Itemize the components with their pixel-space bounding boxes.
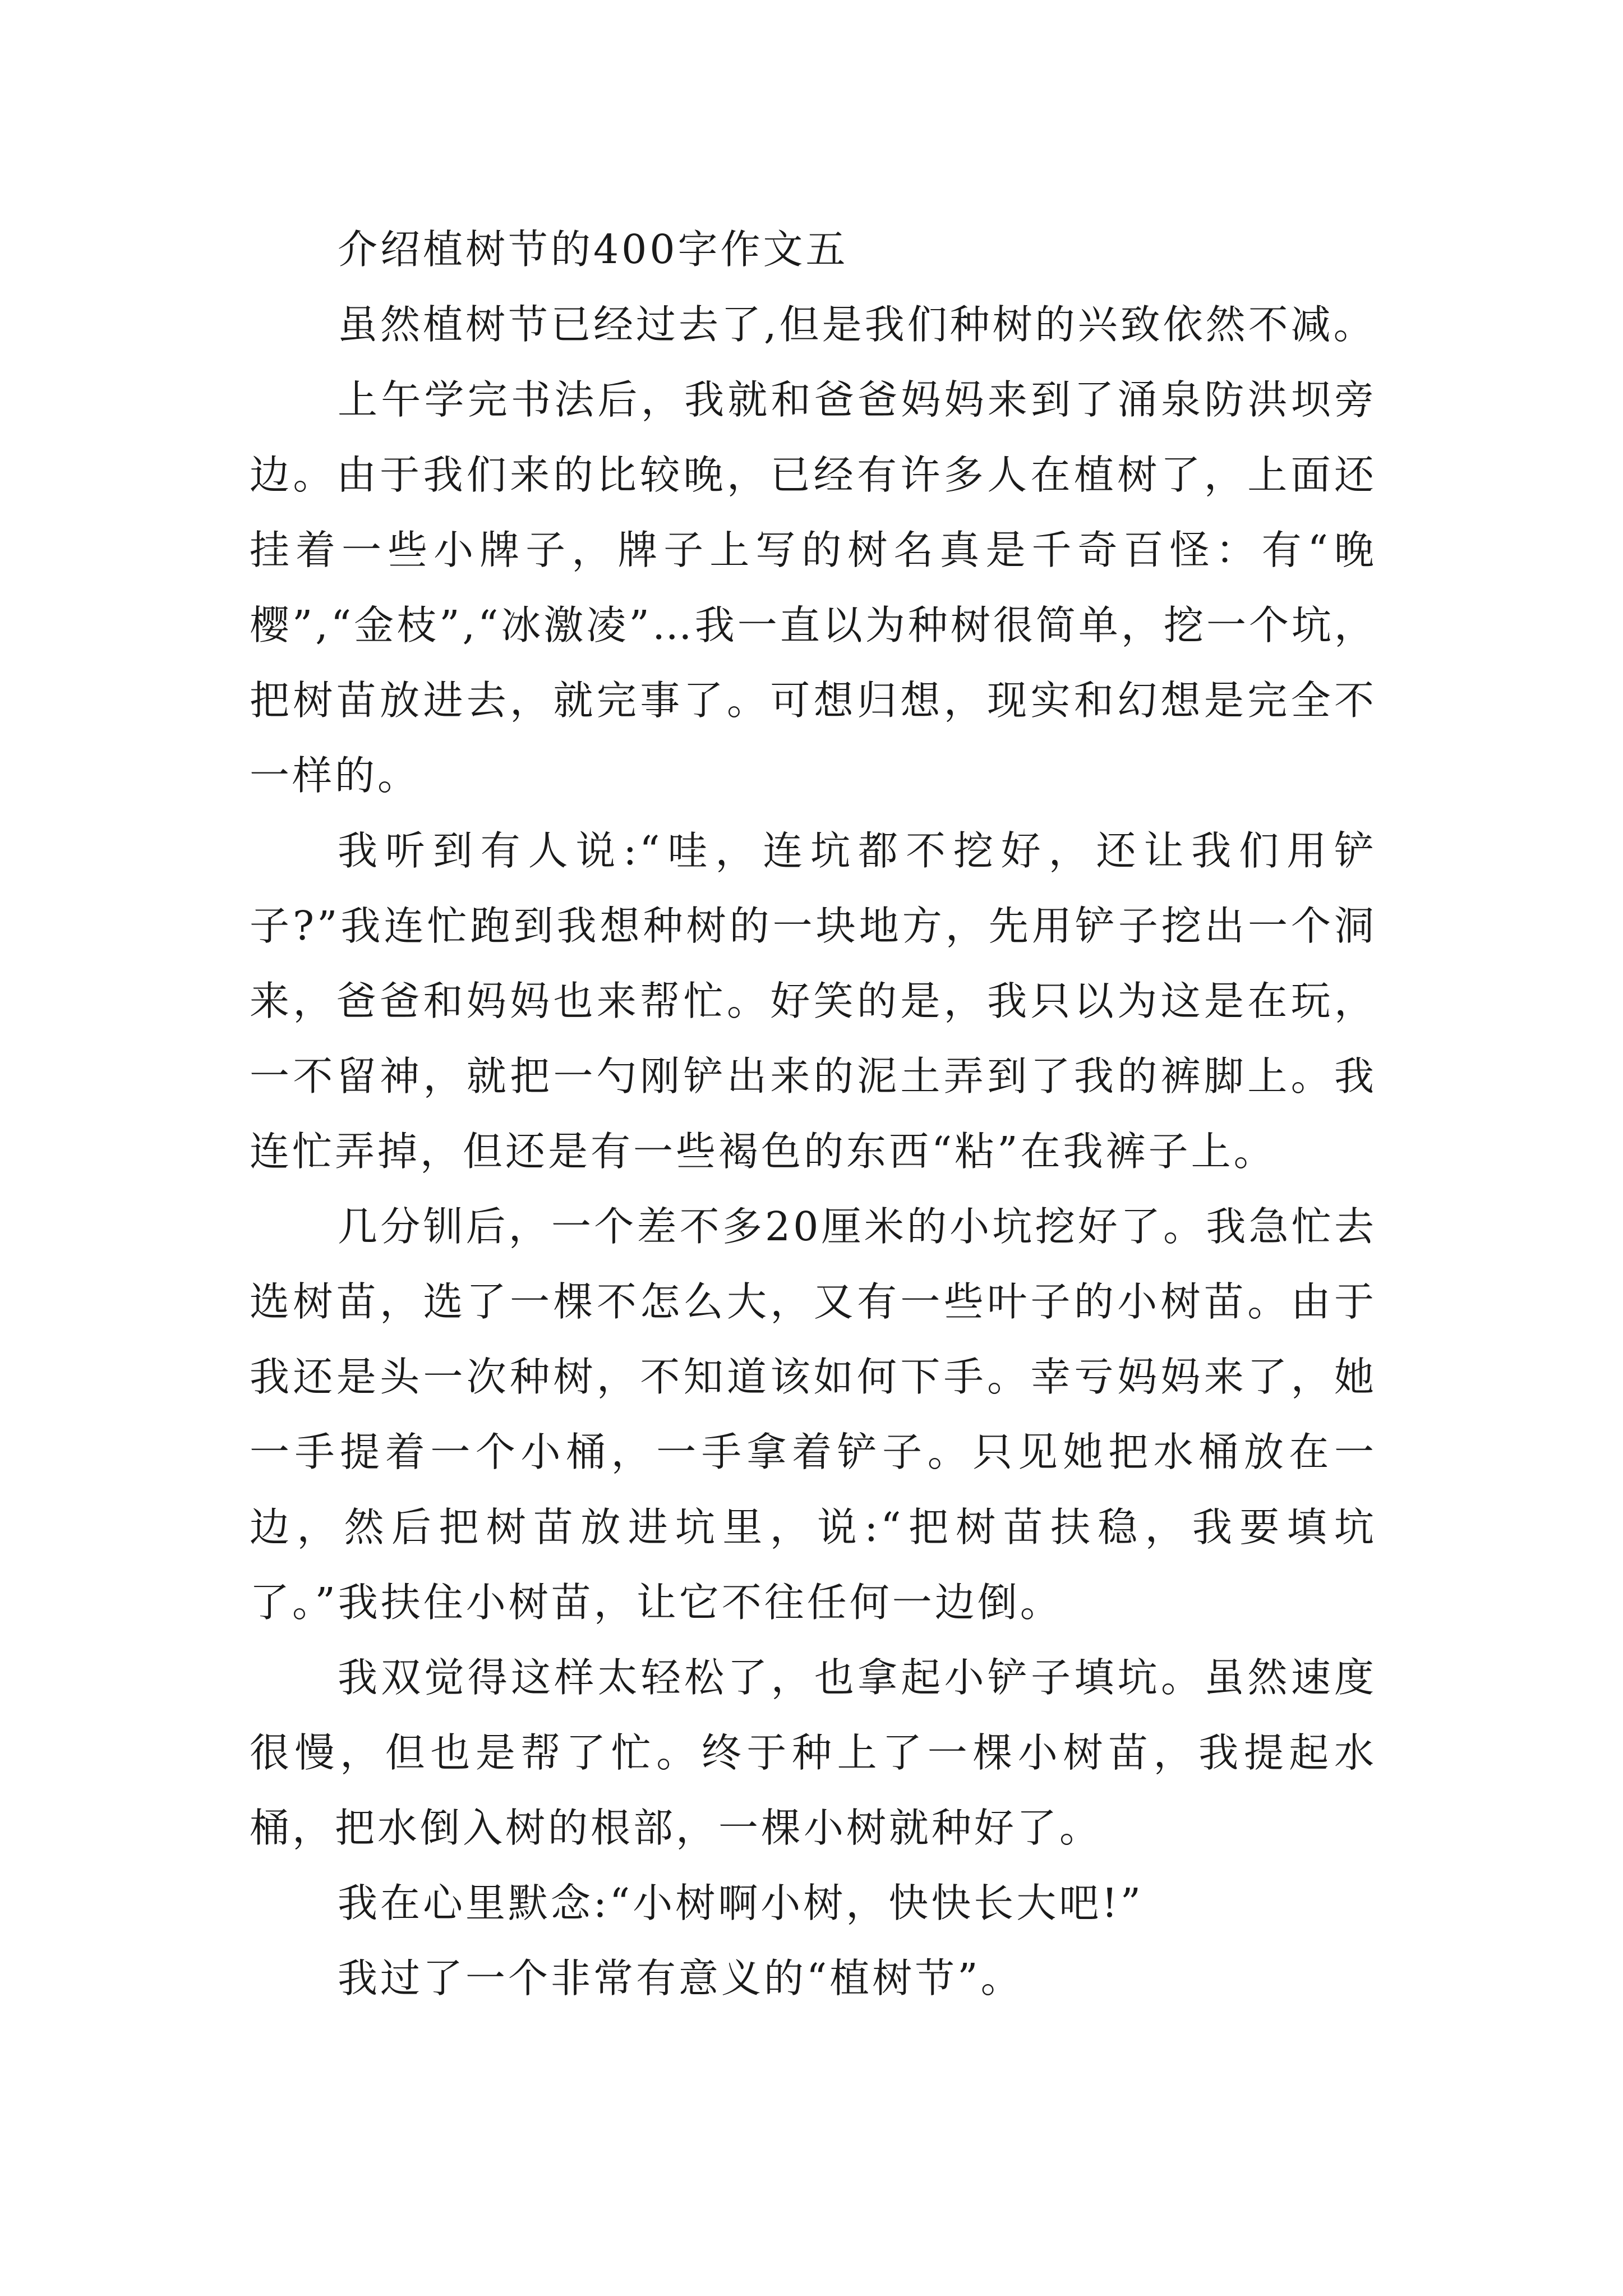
paragraph-4: 几分钏后，一个差不多20厘米的小坑挖好了。我急忙去选树苗，选了一棵不怎么大，又有一些叶子的小树苗。由于我还是头一次种树，不知道该如何下手。幸亏妈妈来了，她一手提着一个小桶，一手拿着铲子。只见她把水桶放在一边，然后把树苗放进坑里，说:“把树苗扶稳，我要填坑了。”我扶住小树苗，让它不往任何一边倒。 (250, 1203, 1377, 1626)
paragraph-3: 我听到有人说:“哇，连坑都不挖好，还让我们用铲子?”我连忙跑到我想种树的一块地方，先用铲子挖出一个洞来，爸爸和妈妈也来帮忙。好笑的是，我只以为这是在玩，一不留神，就把一勺刚铲出来的泥土弄到了我的裤脚上。我连忙弄掉，但还是有一些褐色的东西“粘”在我裤子上。 (250, 827, 1377, 1175)
document-body (250, 212, 1377, 2016)
paragraph-5: 我双觉得这样太轻松了，也拿起小铲子填坑。虽然速度很慢，但也是帮了忙。终于种上了一棵小树苗，我提起水桶，把水倒入树的根部，一棵小树就种好了。 (250, 1654, 1377, 1851)
paragraph-7: 我过了一个非常有意义的“植树节”。 (338, 1955, 1023, 2001)
paragraph-2: 上午学完书法后，我就和爸爸妈妈来到了涌泉防洪坝旁边。由于我们来的比较晚，已经有许多人在植树了，上面还挂着一些小牌子，牌子上写的树名真是千奇百怪：有“晚樱”,“金枝”,“冰激凌”…我一直以为种树很简单，挖一个坑，把树苗放进去，就完事了。可想归想，现实和幻想是完全不一样的。 (250, 376, 1377, 799)
document-title: 介绍植树节的400字作文五 (338, 226, 849, 273)
paragraph-6: 我在心里默念:“小树啊小树，快快长大吧!” (338, 1880, 1144, 1926)
paragraph-1: 虽然植树节已经过去了,但是我们种树的兴致依然不减。 (338, 301, 1376, 348)
